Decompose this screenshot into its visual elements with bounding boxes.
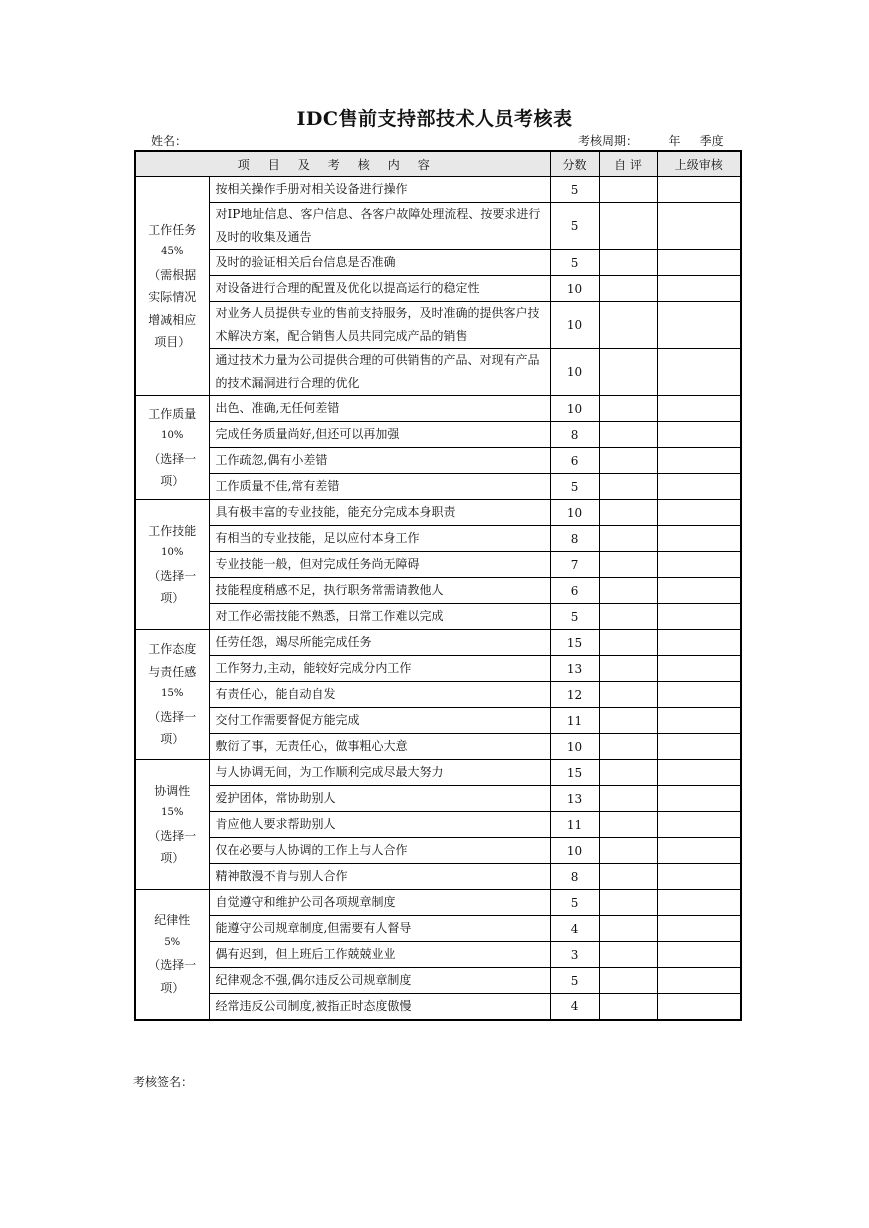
table-row bbox=[135, 203, 741, 250]
supervisor-review-cell[interactable] bbox=[657, 786, 741, 812]
supervisor-review-cell[interactable] bbox=[657, 656, 741, 682]
category-label-line: 项） bbox=[160, 732, 185, 747]
criterion-score: 6 bbox=[550, 578, 599, 604]
table-row bbox=[135, 890, 741, 916]
table-row bbox=[135, 682, 741, 708]
self-eval-cell[interactable] bbox=[599, 604, 657, 630]
table-row bbox=[135, 177, 741, 203]
supervisor-review-cell[interactable] bbox=[657, 760, 741, 786]
category-label-line: 项） bbox=[160, 591, 185, 605]
self-eval-cell[interactable] bbox=[599, 396, 657, 422]
category-label-line: 项目） bbox=[154, 335, 191, 349]
self-eval-cell[interactable] bbox=[599, 890, 657, 916]
criterion-description: 任劳任怨，竭尽所能完成任务 bbox=[209, 630, 550, 656]
criterion-score: 8 bbox=[550, 422, 599, 448]
category-label-line: 纪律性 bbox=[154, 913, 191, 928]
criterion-score: 13 bbox=[550, 656, 599, 682]
self-eval-cell[interactable] bbox=[599, 203, 657, 250]
criterion-score: 6 bbox=[550, 448, 599, 474]
table-row bbox=[135, 630, 741, 656]
header-items: 项目及考核内容 bbox=[135, 151, 550, 177]
supervisor-review-cell[interactable] bbox=[657, 916, 741, 942]
criterion-description: 完成任务质量尚好,但还可以再加强 bbox=[209, 422, 550, 448]
category-label-line: 工作质量 bbox=[148, 406, 197, 421]
supervisor-review-cell[interactable] bbox=[657, 250, 741, 276]
self-eval-cell[interactable] bbox=[599, 682, 657, 708]
header-self: 自 评 bbox=[599, 151, 657, 177]
criterion-description: 有相当的专业技能，足以应付本身工作 bbox=[209, 526, 550, 552]
self-eval-cell[interactable] bbox=[599, 656, 657, 682]
supervisor-review-cell[interactable] bbox=[657, 474, 741, 500]
criterion-score: 10 bbox=[550, 302, 599, 349]
supervisor-review-cell[interactable] bbox=[657, 276, 741, 302]
table-row bbox=[135, 578, 741, 604]
table-row bbox=[135, 942, 741, 968]
criterion-description: 精神散漫不肯与别人合作 bbox=[209, 864, 550, 890]
criterion-score: 10 bbox=[550, 838, 599, 864]
self-eval-cell[interactable] bbox=[599, 994, 657, 1020]
category-label-line: 5% bbox=[164, 936, 181, 948]
supervisor-review-cell[interactable] bbox=[657, 500, 741, 526]
category-cell bbox=[135, 760, 209, 890]
criterion-score: 7 bbox=[550, 552, 599, 578]
category-label-line: 工作态度 bbox=[148, 642, 197, 657]
supervisor-review-cell[interactable] bbox=[657, 422, 741, 448]
self-eval-cell[interactable] bbox=[599, 786, 657, 812]
supervisor-review-cell[interactable] bbox=[657, 578, 741, 604]
criterion-score: 11 bbox=[550, 708, 599, 734]
category-label-line: 15% bbox=[161, 807, 184, 818]
table-body bbox=[135, 177, 741, 1020]
table-row bbox=[135, 422, 741, 448]
signature-label: 考核签名： bbox=[133, 1075, 194, 1089]
category-label-line: （选择一 bbox=[148, 451, 197, 466]
criterion-score: 10 bbox=[550, 396, 599, 422]
criterion-description: 纪律观念不强,偶尔违反公司规章制度 bbox=[209, 968, 550, 994]
category-label-line: 10% bbox=[161, 547, 184, 558]
self-eval-cell[interactable] bbox=[599, 177, 657, 203]
criterion-score: 4 bbox=[550, 916, 599, 942]
criterion-description: 经常违反公司制度,被指正时态度傲慢 bbox=[209, 994, 550, 1020]
criterion-description: 出色、准确,无任何差错 bbox=[209, 396, 550, 422]
criterion-score: 8 bbox=[550, 526, 599, 552]
self-eval-cell[interactable] bbox=[599, 630, 657, 656]
criterion-description: 对工作必需技能不熟悉，日常工作难以完成 bbox=[209, 604, 550, 630]
table-row bbox=[135, 812, 741, 838]
criterion-score: 5 bbox=[550, 250, 599, 276]
table-row bbox=[135, 604, 741, 630]
table-row bbox=[135, 276, 741, 302]
self-eval-cell[interactable] bbox=[599, 349, 657, 396]
category-label-line: 与责任感 bbox=[148, 664, 197, 679]
self-eval-cell[interactable] bbox=[599, 422, 657, 448]
supervisor-review-cell[interactable] bbox=[657, 630, 741, 656]
supervisor-review-cell[interactable] bbox=[657, 682, 741, 708]
criterion-description: 对设备进行合理的配置及优化以提高运行的稳定性 bbox=[209, 276, 550, 302]
self-eval-cell[interactable] bbox=[599, 276, 657, 302]
table-row bbox=[135, 250, 741, 276]
criterion-description: 与人协调无间，为工作顺利完成尽最大努力 bbox=[209, 760, 550, 786]
criterion-description: 对IP地址信息、客户信息、各客户故障处理流程、按要求进行及时的收集及通告 bbox=[209, 203, 550, 250]
table-row bbox=[135, 396, 741, 422]
category-label-line: （选择一 bbox=[148, 709, 197, 724]
category-label-line: 10% bbox=[161, 430, 184, 441]
table-row bbox=[135, 968, 741, 994]
criterion-score: 10 bbox=[550, 734, 599, 760]
criterion-score: 5 bbox=[550, 968, 599, 994]
category-label-line: （选择一 bbox=[148, 958, 197, 973]
criterion-description: 能遵守公司规章制度,但需要有人督导 bbox=[209, 916, 550, 942]
criterion-description: 具有极丰富的专业技能，能充分完成本身职责 bbox=[209, 500, 550, 526]
criterion-score: 15 bbox=[550, 630, 599, 656]
self-eval-cell[interactable] bbox=[599, 448, 657, 474]
criterion-description: 通过技术力量为公司提供合理的可供销售的产品、对现有产品的技术漏洞进行合理的优化 bbox=[209, 349, 550, 396]
supervisor-review-cell[interactable] bbox=[657, 349, 741, 396]
category-label-line: 实际情况 bbox=[148, 290, 197, 304]
category-label-line: 项） bbox=[160, 474, 185, 488]
criterion-score: 11 bbox=[550, 812, 599, 838]
self-eval-cell[interactable] bbox=[599, 916, 657, 942]
header-score: 分数 bbox=[550, 151, 599, 177]
category-label-line: 项） bbox=[160, 851, 185, 865]
supervisor-review-cell[interactable] bbox=[657, 708, 741, 734]
supervisor-review-cell[interactable] bbox=[657, 396, 741, 422]
table-row bbox=[135, 448, 741, 474]
supervisor-review-cell[interactable] bbox=[657, 203, 741, 250]
criterion-description: 偶有迟到，但上班后工作兢兢业业 bbox=[209, 942, 550, 968]
criterion-score: 5 bbox=[550, 890, 599, 916]
self-eval-cell[interactable] bbox=[599, 302, 657, 349]
supervisor-review-cell[interactable] bbox=[657, 552, 741, 578]
self-eval-cell[interactable] bbox=[599, 474, 657, 500]
supervisor-review-cell[interactable] bbox=[657, 812, 741, 838]
supervisor-review-cell[interactable] bbox=[657, 942, 741, 968]
table-row bbox=[135, 708, 741, 734]
table-row bbox=[135, 734, 741, 760]
table-row bbox=[135, 838, 741, 864]
category-cell bbox=[135, 630, 209, 760]
criterion-description: 工作疏忽,偶有小差错 bbox=[209, 448, 550, 474]
criterion-score: 5 bbox=[550, 177, 599, 203]
table-row bbox=[135, 552, 741, 578]
criterion-score: 12 bbox=[550, 682, 599, 708]
category-label-line: 项） bbox=[160, 980, 185, 995]
criterion-description: 专业技能一般，但对完成任务尚无障碍 bbox=[209, 552, 550, 578]
table-row bbox=[135, 500, 741, 526]
page-title: IDC售前支持部技术人员考核表 bbox=[296, 108, 573, 130]
criterion-description: 按相关操作手册对相关设备进行操作 bbox=[209, 177, 550, 203]
category-cell bbox=[135, 177, 209, 396]
criterion-description: 肯应他人要求帮助别人 bbox=[209, 812, 550, 838]
self-eval-cell[interactable] bbox=[599, 968, 657, 994]
criterion-score: 10 bbox=[550, 276, 599, 302]
category-cell bbox=[135, 500, 209, 630]
category-label-line: （需根据 bbox=[148, 267, 197, 282]
criterion-score: 10 bbox=[550, 500, 599, 526]
self-eval-cell[interactable] bbox=[599, 760, 657, 786]
supervisor-review-cell[interactable] bbox=[657, 448, 741, 474]
table-row bbox=[135, 786, 741, 812]
self-eval-cell[interactable] bbox=[599, 942, 657, 968]
category-cell bbox=[135, 396, 209, 500]
name-label: 姓名： bbox=[151, 134, 188, 148]
category-label-line: （选择一 bbox=[148, 568, 197, 583]
table-row bbox=[135, 760, 741, 786]
table-row bbox=[135, 994, 741, 1020]
category-label-line: 增减相应 bbox=[148, 312, 197, 327]
table-row bbox=[135, 864, 741, 890]
supervisor-review-cell[interactable] bbox=[657, 838, 741, 864]
header-review: 上级审核 bbox=[657, 151, 741, 177]
period-label: 考核周期： 年 季度 bbox=[578, 134, 724, 148]
criterion-description: 技能程度稍感不足，执行职务常需请教他人 bbox=[209, 578, 550, 604]
category-label-line: 15% bbox=[161, 688, 184, 700]
criterion-score: 5 bbox=[550, 474, 599, 500]
table-row bbox=[135, 474, 741, 500]
criterion-description: 有责任心，能自动自发 bbox=[209, 682, 550, 708]
self-eval-cell[interactable] bbox=[599, 578, 657, 604]
category-label-line: 协调性 bbox=[154, 783, 191, 798]
supervisor-review-cell[interactable] bbox=[657, 994, 741, 1020]
category-label-line: 工作技能 bbox=[148, 523, 197, 538]
supervisor-review-cell[interactable] bbox=[657, 864, 741, 890]
category-label-line: 工作任务 bbox=[148, 222, 197, 237]
supervisor-review-cell[interactable] bbox=[657, 890, 741, 916]
criterion-description: 及时的验证相关后台信息是否准确 bbox=[209, 250, 550, 276]
criterion-description: 爱护团体，常协助别人 bbox=[209, 786, 550, 812]
criterion-description: 工作努力,主动，能较好完成分内工作 bbox=[209, 656, 550, 682]
self-eval-cell[interactable] bbox=[599, 500, 657, 526]
self-eval-cell[interactable] bbox=[599, 552, 657, 578]
self-eval-cell[interactable] bbox=[599, 812, 657, 838]
self-eval-cell[interactable] bbox=[599, 838, 657, 864]
supervisor-review-cell[interactable] bbox=[657, 734, 741, 760]
table-row bbox=[135, 656, 741, 682]
supervisor-review-cell[interactable] bbox=[657, 526, 741, 552]
category-cell bbox=[135, 890, 209, 1020]
self-eval-cell[interactable] bbox=[599, 250, 657, 276]
criterion-description: 仅在必要与人协调的工作上与人合作 bbox=[209, 838, 550, 864]
criterion-score: 8 bbox=[550, 864, 599, 890]
self-eval-cell[interactable] bbox=[599, 526, 657, 552]
supervisor-review-cell[interactable] bbox=[657, 968, 741, 994]
criterion-score: 15 bbox=[550, 760, 599, 786]
criterion-score: 13 bbox=[550, 786, 599, 812]
table-row bbox=[135, 916, 741, 942]
table-row bbox=[135, 349, 741, 396]
criterion-description: 工作质量不佳,常有差错 bbox=[209, 474, 550, 500]
assessment-table bbox=[134, 150, 742, 1021]
supervisor-review-cell[interactable] bbox=[657, 604, 741, 630]
criterion-description: 对业务人员提供专业的售前支持服务，及时准确的提供客户技术解决方案，配合销售人员共同完成产品的销售 bbox=[209, 302, 550, 349]
criterion-score: 5 bbox=[550, 203, 599, 250]
criterion-description: 自觉遵守和维护公司各项规章制度 bbox=[209, 890, 550, 916]
supervisor-review-cell[interactable] bbox=[657, 177, 741, 203]
category-label-line: 45% bbox=[161, 246, 184, 257]
self-eval-cell[interactable] bbox=[599, 864, 657, 890]
criterion-score: 3 bbox=[550, 942, 599, 968]
criterion-description: 敷衍了事，无责任心，做事粗心大意 bbox=[209, 734, 550, 760]
category-label-line: （选择一 bbox=[148, 828, 197, 843]
self-eval-cell[interactable] bbox=[599, 708, 657, 734]
criterion-description: 交付工作需要督促方能完成 bbox=[209, 708, 550, 734]
self-eval-cell[interactable] bbox=[599, 734, 657, 760]
table-row bbox=[135, 302, 741, 349]
criterion-score: 5 bbox=[550, 604, 599, 630]
criterion-score: 4 bbox=[550, 994, 599, 1020]
supervisor-review-cell[interactable] bbox=[657, 302, 741, 349]
criterion-score: 10 bbox=[550, 349, 599, 396]
table-row bbox=[135, 526, 741, 552]
